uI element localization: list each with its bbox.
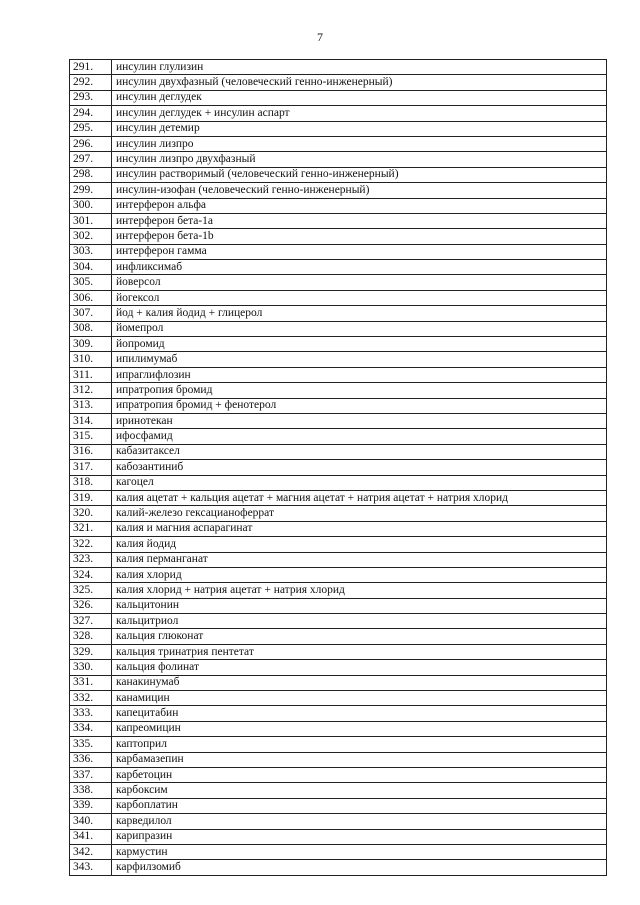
row-number: 322. [70,537,112,552]
drug-name: ипратропия бромид [112,383,607,398]
drug-name: инсулин растворимый (человеческий генно-инженерный) [112,167,607,182]
drug-list-body [70,60,607,876]
table-row [70,798,607,813]
drug-name: карфилзомиб [112,860,607,875]
row-number: 335. [70,737,112,752]
row-number: 301. [70,213,112,228]
row-number: 304. [70,260,112,275]
table-row [70,183,607,198]
drug-name: йогексол [112,290,607,305]
row-number: 308. [70,321,112,336]
row-number: 298. [70,167,112,182]
row-number: 334. [70,721,112,736]
table-row [70,660,607,675]
row-number: 343. [70,860,112,875]
table-row [70,90,607,105]
row-number: 328. [70,629,112,644]
table-row [70,552,607,567]
drug-name: инсулин детемир [112,121,607,136]
drug-name: йоверсол [112,275,607,290]
table-row [70,583,607,598]
row-number: 312. [70,383,112,398]
row-number: 300. [70,198,112,213]
drug-name: каптоприл [112,737,607,752]
drug-name: калия перманганат [112,552,607,567]
table-row [70,106,607,121]
drug-name: кабозантиниб [112,460,607,475]
drug-name: калия хлорид + натрия ацетат + натрия хлорид [112,583,607,598]
table-row [70,75,607,90]
table-row [70,398,607,413]
table-row [70,337,607,352]
row-number: 316. [70,444,112,459]
drug-name: карбоксим [112,783,607,798]
drug-name: калия йодид [112,537,607,552]
row-number: 317. [70,460,112,475]
drug-list-table [69,59,607,876]
drug-name: интерферон гамма [112,244,607,259]
page-number: 7 [317,30,323,44]
row-number: 319. [70,490,112,505]
drug-name: интерферон бета-1b [112,229,607,244]
drug-name: канакинумаб [112,675,607,690]
drug-name: карбамазепин [112,752,607,767]
drug-name: карбоплатин [112,798,607,813]
row-number: 297. [70,152,112,167]
drug-name: капреомицин [112,721,607,736]
row-number: 327. [70,614,112,629]
drug-name: ипилимумаб [112,352,607,367]
row-number: 310. [70,352,112,367]
table-row [70,490,607,505]
drug-name: карипразин [112,829,607,844]
table-row [70,213,607,228]
drug-name: кальция фолинат [112,660,607,675]
table-row [70,691,607,706]
table-row [70,152,607,167]
row-number: 315. [70,429,112,444]
table-row [70,506,607,521]
row-number: 291. [70,60,112,75]
row-number: 339. [70,798,112,813]
table-row [70,814,607,829]
drug-name: инсулин-изофан (человеческий генно-инженерный) [112,183,607,198]
row-number: 307. [70,306,112,321]
drug-name: канамицин [112,691,607,706]
table-row [70,444,607,459]
table-row [70,136,607,151]
drug-name: инсулин деглудек [112,90,607,105]
row-number: 305. [70,275,112,290]
drug-name: инсулин деглудек + инсулин аспарт [112,106,607,121]
drug-name: карбетоцин [112,767,607,782]
table-row [70,475,607,490]
drug-name: кальцитонин [112,598,607,613]
drug-name: инсулин двухфазный (человеческий генно-инженерный) [112,75,607,90]
table-row [70,844,607,859]
table-row [70,429,607,444]
table-row [70,367,607,382]
table-row [70,629,607,644]
row-number: 306. [70,290,112,305]
row-number: 311. [70,367,112,382]
row-number: 329. [70,644,112,659]
table-row [70,598,607,613]
drug-name: кальция тринатрия пентетат [112,644,607,659]
table-row [70,306,607,321]
table-row [70,752,607,767]
row-number: 296. [70,136,112,151]
table-row [70,675,607,690]
drug-name: кагоцел [112,475,607,490]
drug-name: йопромид [112,337,607,352]
table-row [70,737,607,752]
table-row [70,352,607,367]
drug-name: калия хлорид [112,567,607,582]
drug-name: кабазитаксел [112,444,607,459]
row-number: 332. [70,691,112,706]
row-number: 333. [70,706,112,721]
drug-name: инсулин лизпро [112,136,607,151]
row-number: 326. [70,598,112,613]
row-number: 341. [70,829,112,844]
table-row [70,567,607,582]
table-row [70,244,607,259]
row-number: 299. [70,183,112,198]
row-number: 309. [70,337,112,352]
row-number: 313. [70,398,112,413]
table-row [70,721,607,736]
drug-name: кальция глюконат [112,629,607,644]
drug-name: капецитабин [112,706,607,721]
table-row [70,275,607,290]
row-number: 303. [70,244,112,259]
row-number: 318. [70,475,112,490]
drug-name: инсулин лизпро двухфазный [112,152,607,167]
table-row [70,614,607,629]
table-row [70,537,607,552]
drug-name: инфликсимаб [112,260,607,275]
row-number: 302. [70,229,112,244]
drug-name: карведилол [112,814,607,829]
table-row [70,167,607,182]
row-number: 325. [70,583,112,598]
drug-name: йод + калия йодид + глицерол [112,306,607,321]
drug-name: кармустин [112,844,607,859]
row-number: 340. [70,814,112,829]
table-row [70,321,607,336]
table-row [70,783,607,798]
row-number: 330. [70,660,112,675]
drug-name: кальцитриол [112,614,607,629]
drug-name: калия и магния аспарагинат [112,521,607,536]
drug-name: интерферон бета-1a [112,213,607,228]
table-row [70,260,607,275]
row-number: 321. [70,521,112,536]
row-number: 331. [70,675,112,690]
table-row [70,521,607,536]
table-row [70,229,607,244]
row-number: 293. [70,90,112,105]
drug-name: иринотекан [112,413,607,428]
row-number: 294. [70,106,112,121]
drug-name: калий-железо гексацианоферрат [112,506,607,521]
row-number: 342. [70,844,112,859]
table-row [70,121,607,136]
row-number: 337. [70,767,112,782]
table-row [70,60,607,75]
row-number: 292. [70,75,112,90]
drug-name: йомепрол [112,321,607,336]
row-number: 338. [70,783,112,798]
drug-name: интерферон альфа [112,198,607,213]
table-row [70,829,607,844]
table-row [70,644,607,659]
row-number: 324. [70,567,112,582]
drug-name: ипратропия бромид + фенотерол [112,398,607,413]
row-number: 314. [70,413,112,428]
table-row [70,767,607,782]
row-number: 336. [70,752,112,767]
table-row [70,706,607,721]
drug-name: ифосфамид [112,429,607,444]
row-number: 320. [70,506,112,521]
drug-name: калия ацетат + кальция ацетат + магния ацетат + натрия ацетат + натрия хлорид [112,490,607,505]
table-row [70,383,607,398]
drug-name: инсулин глулизин [112,60,607,75]
drug-name: ипраглифлозин [112,367,607,382]
row-number: 323. [70,552,112,567]
row-number: 295. [70,121,112,136]
table-row [70,290,607,305]
table-row [70,413,607,428]
table-row [70,460,607,475]
table-row [70,198,607,213]
table-row [70,860,607,875]
